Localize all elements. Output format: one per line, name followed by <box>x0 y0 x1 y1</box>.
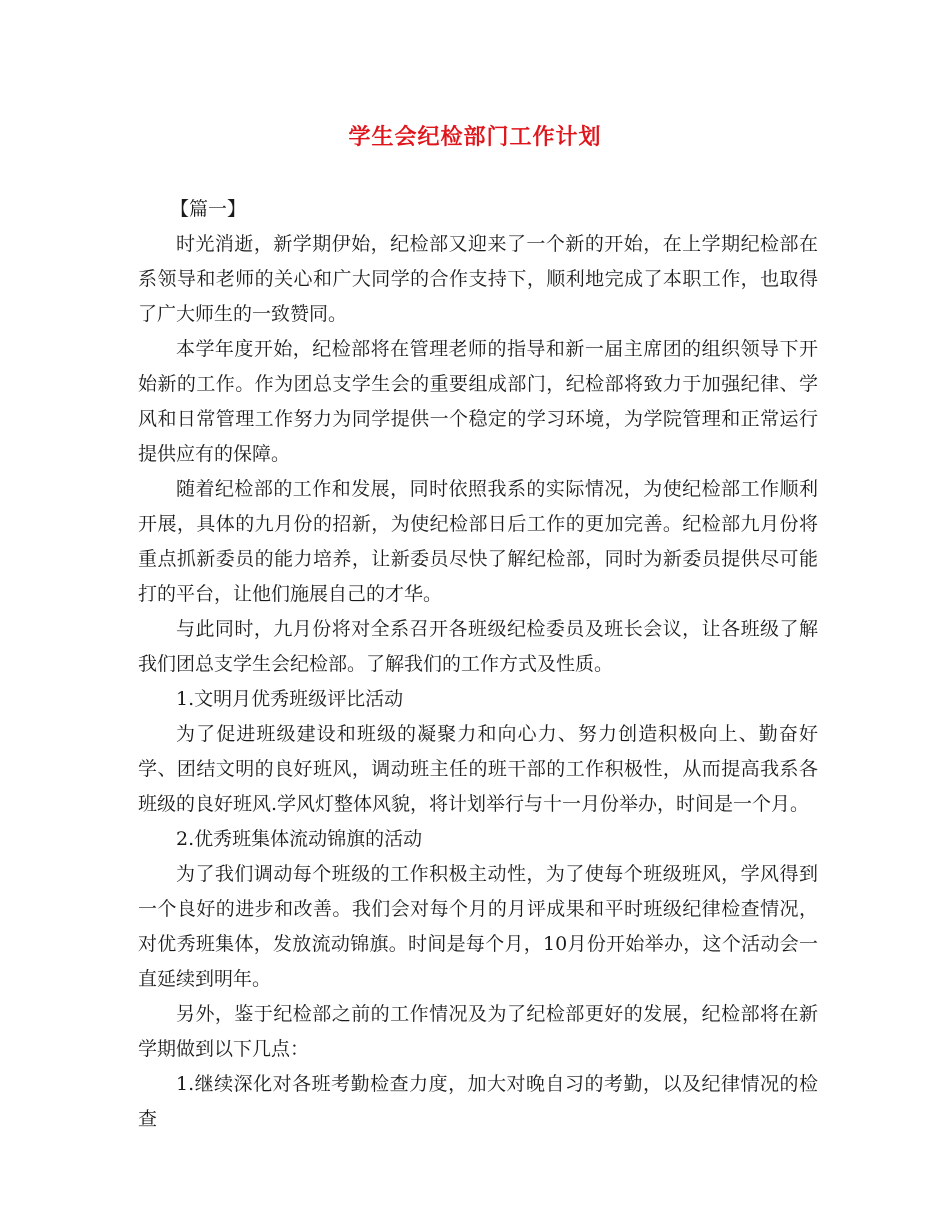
document-body <box>138 192 818 1137</box>
list-item-heading: 1.文明月优秀班级评比活动 <box>176 688 404 710</box>
paragraph: 为了促进班级建设和班级的凝聚力和向心力、努力创造积极向上、勤奋好学、团结文明的良好班风，调动班主任的班干部的工作积极性，从而提高我系各班级的良好班风.学风灯整体风貌，将计划举行与十一月份举办，时间是一个月。 <box>138 723 818 815</box>
paragraph: 时光消逝，新学期伊始，纪检部又迎来了一个新的开始，在上学期纪检部在系领导和老师的关心和广大同学的合作支持下，顺利地完成了本职工作，也取得了广大师生的一致赞同。 <box>138 233 818 325</box>
document-title: 学生会纪检部门工作计划 <box>348 124 602 150</box>
paragraph: 为了我们调动每个班级的工作积极主动性，为了使每个班级班风，学风得到一个良好的进步和改善。我们会对每个月的月评成果和平时班级纪律检查情况，对优秀班集体，发放流动锦旗。时间是每个月，10月份开始举办，这个活动会一直延续到明年。 <box>138 863 818 990</box>
section-tag: 【篇一】 <box>170 198 247 220</box>
list-item: 1.继续深化对各班考勤检查力度，加大对晚自习的考勤，以及纪律情况的检查 <box>138 1073 818 1130</box>
paragraph: 本学年度开始，纪检部将在管理老师的指导和新一届主席团的组织领导下开始新的工作。作为团总支学生会的重要组成部门，纪检部将致力于加强纪律、学风和日常管理工作努力为同学提供一个稳定的学习环境，为学院管理和正常运行提供应有的保障。 <box>138 338 818 465</box>
paragraph: 另外，鉴于纪检部之前的工作情况及为了纪检部更好的发展，纪检部将在新学期做到以下几点： <box>138 1003 818 1060</box>
list-item-heading: 2.优秀班集体流动锦旗的活动 <box>176 828 423 850</box>
paragraph: 与此同时，九月份将对全系召开各班级纪检委员及班长会议，让各班级了解我们团总支学生会纪检部。了解我们的工作方式及性质。 <box>138 618 818 675</box>
paragraph: 随着纪检部的工作和发展，同时依照我系的实际情况，为使纪检部工作顺利开展，具体的九月份的招新，为使纪检部日后工作的更加完善。纪检部九月份将重点抓新委员的能力培养，让新委员尽快了解纪检部，同时为新委员提供尽可能打的平台，让他们施展自己的才华。 <box>138 478 818 605</box>
